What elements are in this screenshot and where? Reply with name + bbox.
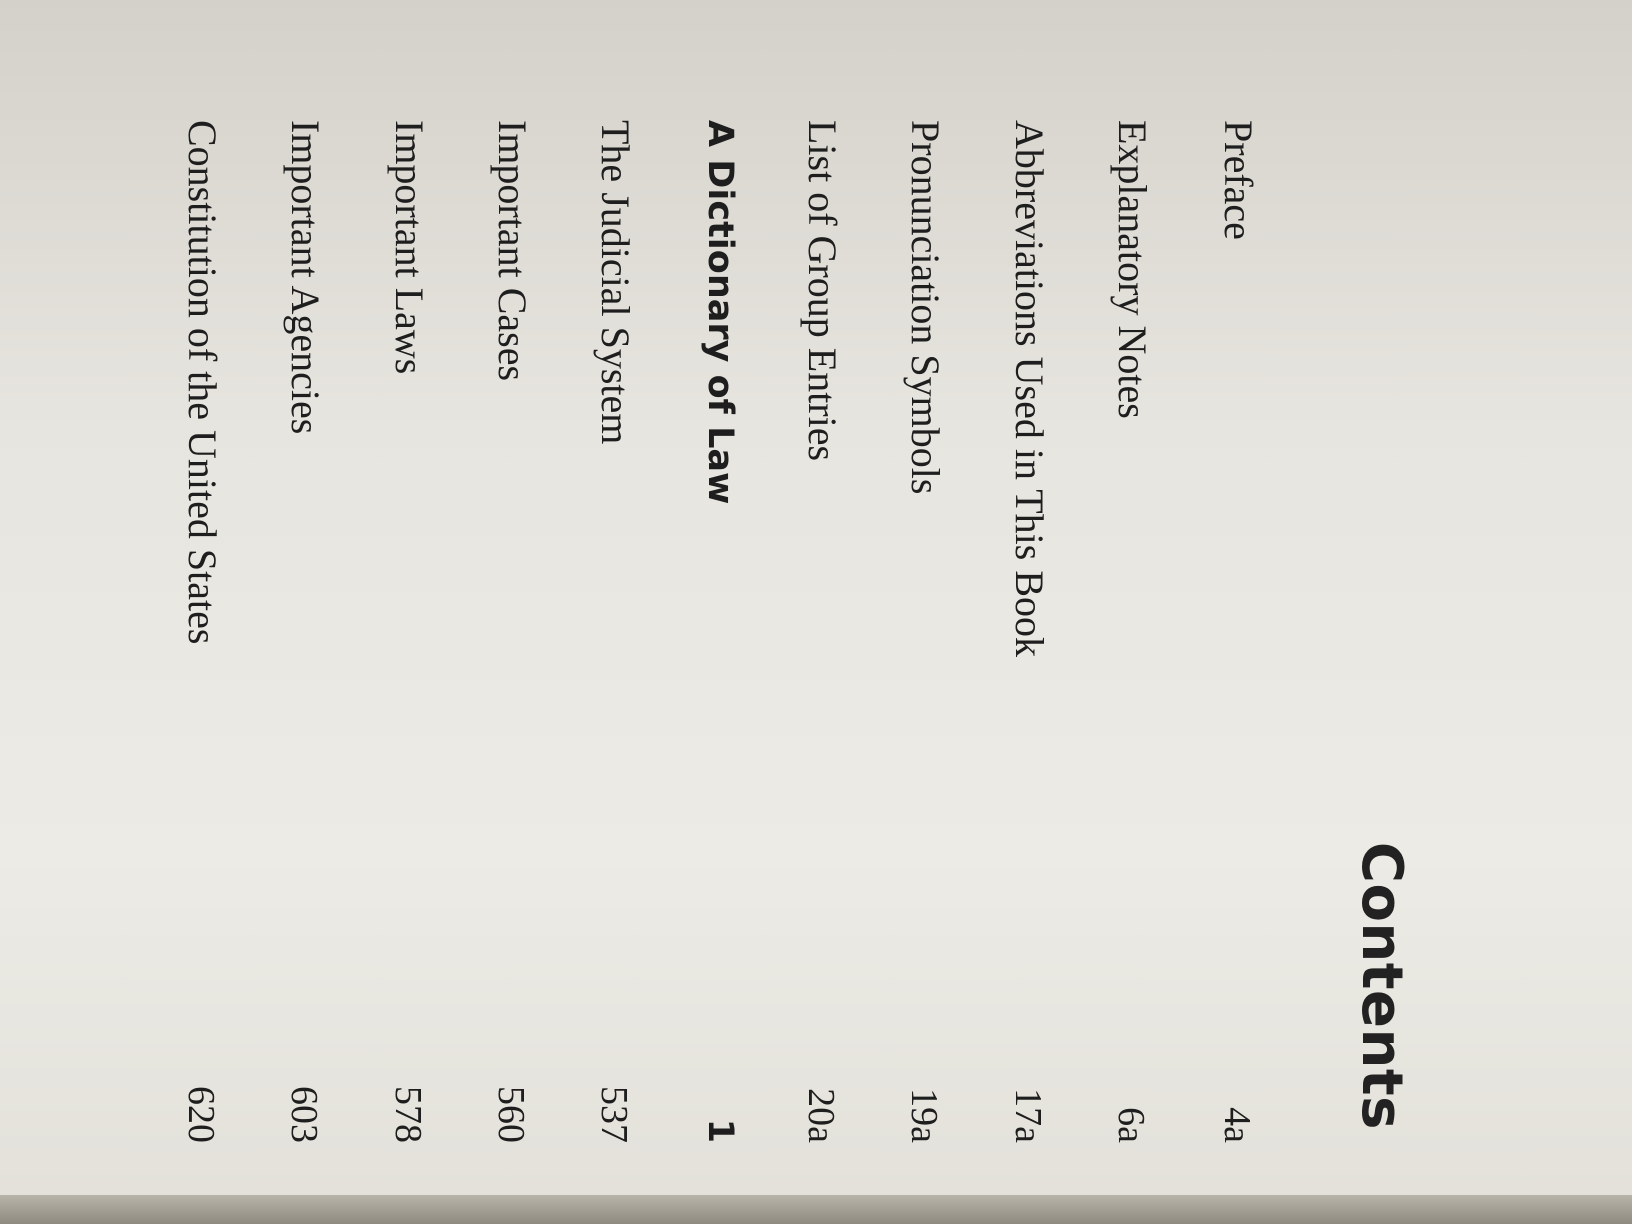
toc-entry-page: 560: [490, 1086, 532, 1143]
toc-entry: [176, 120, 226, 1143]
toc-entry-page: 20a: [800, 1088, 842, 1143]
toc-entry-page: 578: [387, 1086, 429, 1143]
toc-entry-label: Pronunciation Symbols: [903, 120, 948, 495]
contents-title: Contents: [1349, 841, 1414, 1130]
toc-entry: [486, 120, 536, 1143]
toc-entry: [1003, 120, 1053, 1143]
toc-entry-label: Preface: [1216, 120, 1261, 240]
toc-entry-page: 6a: [1110, 1107, 1152, 1143]
toc-entry-page: 1: [700, 1118, 740, 1143]
toc-entry: [1106, 120, 1156, 1143]
toc-entry-label: Important Laws: [387, 120, 432, 375]
toc-entry: [899, 120, 949, 1143]
toc-entry-page: 17a: [1007, 1088, 1049, 1143]
toc-entry: [383, 120, 433, 1143]
toc-entry: [796, 120, 846, 1143]
toc-entry: [1212, 120, 1262, 1143]
toc-entry-page: 620: [180, 1086, 222, 1143]
toc-entry-label: A Dictionary of Law: [700, 120, 740, 505]
toc-entry-label: List of Group Entries: [800, 120, 845, 462]
toc-entry-label: Abbreviations Used in This Book: [1007, 120, 1052, 658]
toc-entry-page: 19a: [903, 1088, 945, 1143]
toc-entry: [589, 120, 639, 1143]
toc-entry-label: The Judicial System: [593, 120, 638, 445]
toc-entry-label: Important Cases: [490, 120, 535, 382]
toc-entry-main: [690, 120, 740, 1143]
toc-entry: [279, 120, 329, 1143]
toc-entry-label: Constitution of the United States: [180, 120, 225, 645]
toc-entry-page: 4a: [1216, 1107, 1258, 1143]
toc-entry-label: Explanatory Notes: [1110, 120, 1155, 419]
toc-entry-page: 537: [593, 1086, 635, 1143]
toc-entry-label: Important Agencies: [283, 120, 328, 435]
toc-entry-page: 603: [283, 1086, 325, 1143]
